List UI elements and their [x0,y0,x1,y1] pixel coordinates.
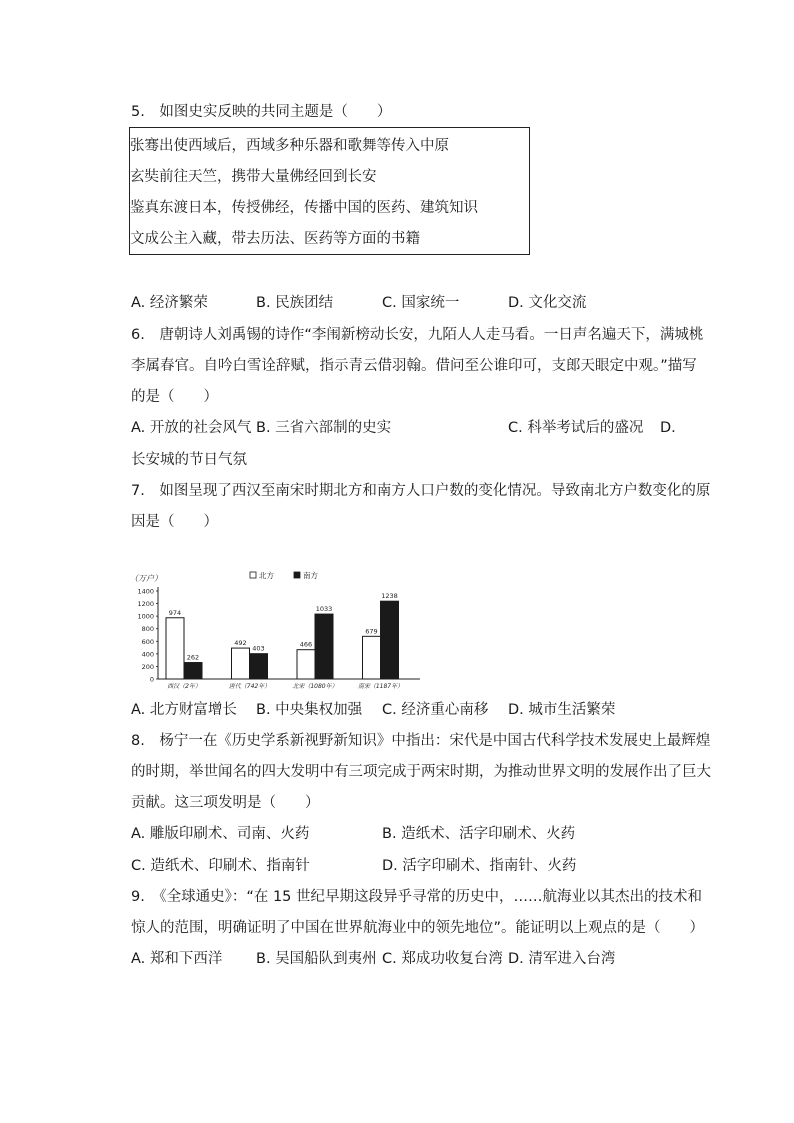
y-tick-label: 600 [141,637,154,646]
q9-stem-line-1: 9. 《全球通史》：“在 15 世纪早期这段异乎寻常的历史中，……航海业以其杰出的技术和 [131,889,703,905]
q8-stem-line-1: 8. 杨宁一在《历史学系新视野新知识》中指出：宋代是中国古代科学技术发展史上最辉煌 [131,733,711,749]
q7-option-d[interactable]: D. 城市生活繁荣 [508,702,616,718]
bar-south [250,654,268,679]
q5-option-c[interactable]: C. 国家统一 [382,295,460,311]
legend-label: 南方 [303,571,318,580]
q5-option-a[interactable]: A. 经济繁荣 [131,295,208,311]
q6-option-b[interactable]: B. 三省六部制的史实 [256,420,392,436]
bar-north [363,636,381,679]
q7-stem-line-2: 因是（ ） [131,514,218,530]
q7-option-a[interactable]: A. 北方财富增长 [131,702,237,718]
y-tick-label: 0 [149,675,154,684]
q6-option-a[interactable]: A. 开放的社会风气 [131,420,252,436]
q5-box-line-2: 玄奘前往天竺，携带大量佛经回到长安 [130,169,377,185]
q6-option-d-text[interactable]: 长安城的节日气氛 [131,452,247,468]
q7-option-c[interactable]: C. 经济重心南移 [382,702,489,718]
q8-stem-line-2: 的时期，举世闻名的四大发明中有三项完成于两宋时期，为推动世界文明的发展作出了巨大 [131,764,711,780]
bar-value-label: 466 [299,640,313,649]
chart-bars [166,592,403,690]
bar-south [184,663,202,679]
bar-value-label: 679 [365,627,378,636]
q8-option-a[interactable]: A. 雕版印刷术、司南、火药 [131,826,310,842]
bar-value-label: 262 [186,653,200,662]
q5-stem: 5. 如图史实反映的共同主题是（ ） [131,104,392,120]
bar-south [315,614,333,679]
legend-label: 北方 [259,571,274,580]
y-tick-label: 1400 [137,587,154,596]
category-label: 北宋（1080年） [292,683,338,690]
q6-option-d[interactable]: D. [660,420,676,436]
q8-stem-line-3: 贡献。这三项发明是（ ） [131,795,320,811]
q9-stem-line-2: 惊人的范围，明确证明了中国在世界航海业中的领先地位”。能证明以上观点的是（ ） [131,920,705,936]
bar-value-label: 1238 [381,592,398,601]
q8-option-b[interactable]: B. 造纸术、活字印刷术、火药 [382,826,576,842]
bar-value-label: 403 [252,644,265,653]
y-tick-label: 800 [141,625,154,634]
q6-stem-line-3: 的是（ ） [131,389,218,405]
y-tick-label: 400 [141,650,154,659]
q9-option-a[interactable]: A. 郑和下西洋 [131,951,223,967]
q5-box-line-4: 文成公主入藏，带去历法、医药等方面的书籍 [130,231,420,247]
q5-box-line-1: 张骞出使西域后，西域多种乐器和歌舞等传入中原 [130,138,449,154]
category-label: 南宋（1187年） [357,683,404,690]
q8-option-c[interactable]: C. 造纸术、印刷术、指南针 [131,858,310,874]
bar-value-label: 974 [168,608,182,617]
q5-source-box [129,127,530,255]
q6-option-c[interactable]: C. 科举考试后的盛况 [508,420,644,436]
chart-legend [250,570,318,580]
q5-option-b[interactable]: B. 民族团结 [256,295,334,311]
y-tick-label: 200 [141,662,154,671]
bar-value-label: 492 [234,639,247,648]
q8-option-d[interactable]: D. 活字印刷术、指南针、火药 [382,858,577,874]
bar-north [166,618,184,679]
y-tick-label: 1200 [137,600,154,609]
y-tick-label: 1000 [137,612,154,621]
bar-south [381,601,399,679]
q7-stem-line-1: 7. 如图呈现了西汉至南宋时期北方和南方人口户数的变化情况。导致南北方户数变化的原 [131,483,711,499]
bar-north [232,648,250,679]
q5-box-line-3: 鉴真东渡日本，传授佛经，传播中国的医药、建筑知识 [130,200,478,216]
bar-value-label: 1033 [315,605,333,614]
chart-unit-label: （万户） [130,574,162,583]
legend-swatch [294,572,300,578]
q7-option-b[interactable]: B. 中央集权加强 [256,702,363,718]
category-label: 西汉（2年） [167,683,201,690]
q5-option-d[interactable]: D. 文化交流 [508,295,587,311]
q9-option-d[interactable]: D. 清军进入台湾 [508,951,616,967]
q6-stem-line-1: 6. 唐朝诗人刘禹锡的诗作“李闱新榜动长安，九陌人人走马看。一日声名遍天下，满城桃 [131,327,704,343]
q9-option-b[interactable]: B. 吴国船队到夷州 [256,951,377,967]
q9-option-c[interactable]: C. 郑成功收复台湾 [382,951,503,967]
population-bar-chart [128,563,428,693]
bar-north [297,650,315,679]
category-label: 唐代（742年） [228,683,271,690]
legend-swatch [250,572,256,578]
q6-stem-line-2: 李属春官。自吟白雪诠辞赋，指示青云借羽翰。借问至公谁印可，支郎天眼定中观。”描写 [131,358,697,374]
